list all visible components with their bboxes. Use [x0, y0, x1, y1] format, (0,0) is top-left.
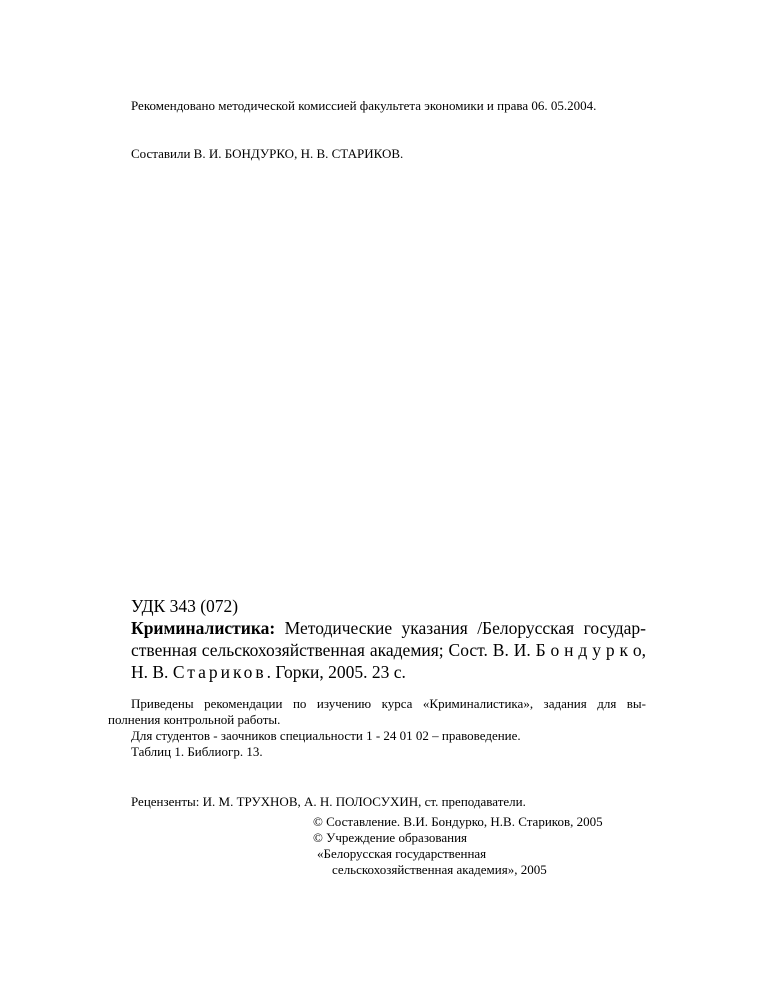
book-title: Криминалистика:: [131, 618, 276, 638]
abstract: [108, 696, 646, 760]
copyright-line-1: © Составление. В.И. Бондурко, Н.В. Стариков, 2005: [313, 814, 603, 829]
abstract-line-1: Приведены рекомендации по изучению курса «Криминалистика», задания для вы-: [131, 696, 646, 711]
title-line-1: [131, 617, 646, 639]
copyright-line-4: сельскохозяйственная академия», 2005: [332, 862, 547, 877]
title-line-3-end: . Горки, 2005. 23 с.: [266, 662, 406, 682]
title-line-1-rest: Методические указания /Белорусская государ-: [275, 618, 646, 638]
copyright-line-2: © Учреждение образования: [313, 830, 468, 845]
abstract-line-3: Для студентов - заочников специальности 1 - 24 01 02 – правоведение.: [131, 728, 521, 743]
reviewers-line: Рецензенты: И. М. ТРУХНОВ, А. Н. ПОЛОСУХИН, ст. преподаватели.: [131, 794, 526, 809]
title-line-2: ственная сельскохозяйственная академия; Сост. В. И. Б о н д у р к о,: [131, 640, 646, 660]
udk-code: УДК 343 (072): [131, 596, 239, 616]
author-spaced-name: Стариков: [172, 662, 267, 682]
copyright-block: [313, 814, 603, 878]
bibliographic-description: [131, 617, 646, 683]
compilers-line: Составили В. И. БОНДУРКО, Н. В. СТАРИКОВ.: [131, 146, 404, 161]
title-line-3: [131, 661, 646, 683]
title-line-3-start: Н. В.: [131, 662, 173, 682]
abstract-line-2: полнения контрольной работы.: [108, 712, 281, 727]
copyright-line-3: «Белорусская государственная: [317, 846, 487, 861]
approval-note: Рекомендовано методической комиссией факультета экономики и права 06. 05.2004.: [131, 98, 597, 113]
abstract-line-4: Таблиц 1. Библиогр. 13.: [131, 744, 263, 759]
